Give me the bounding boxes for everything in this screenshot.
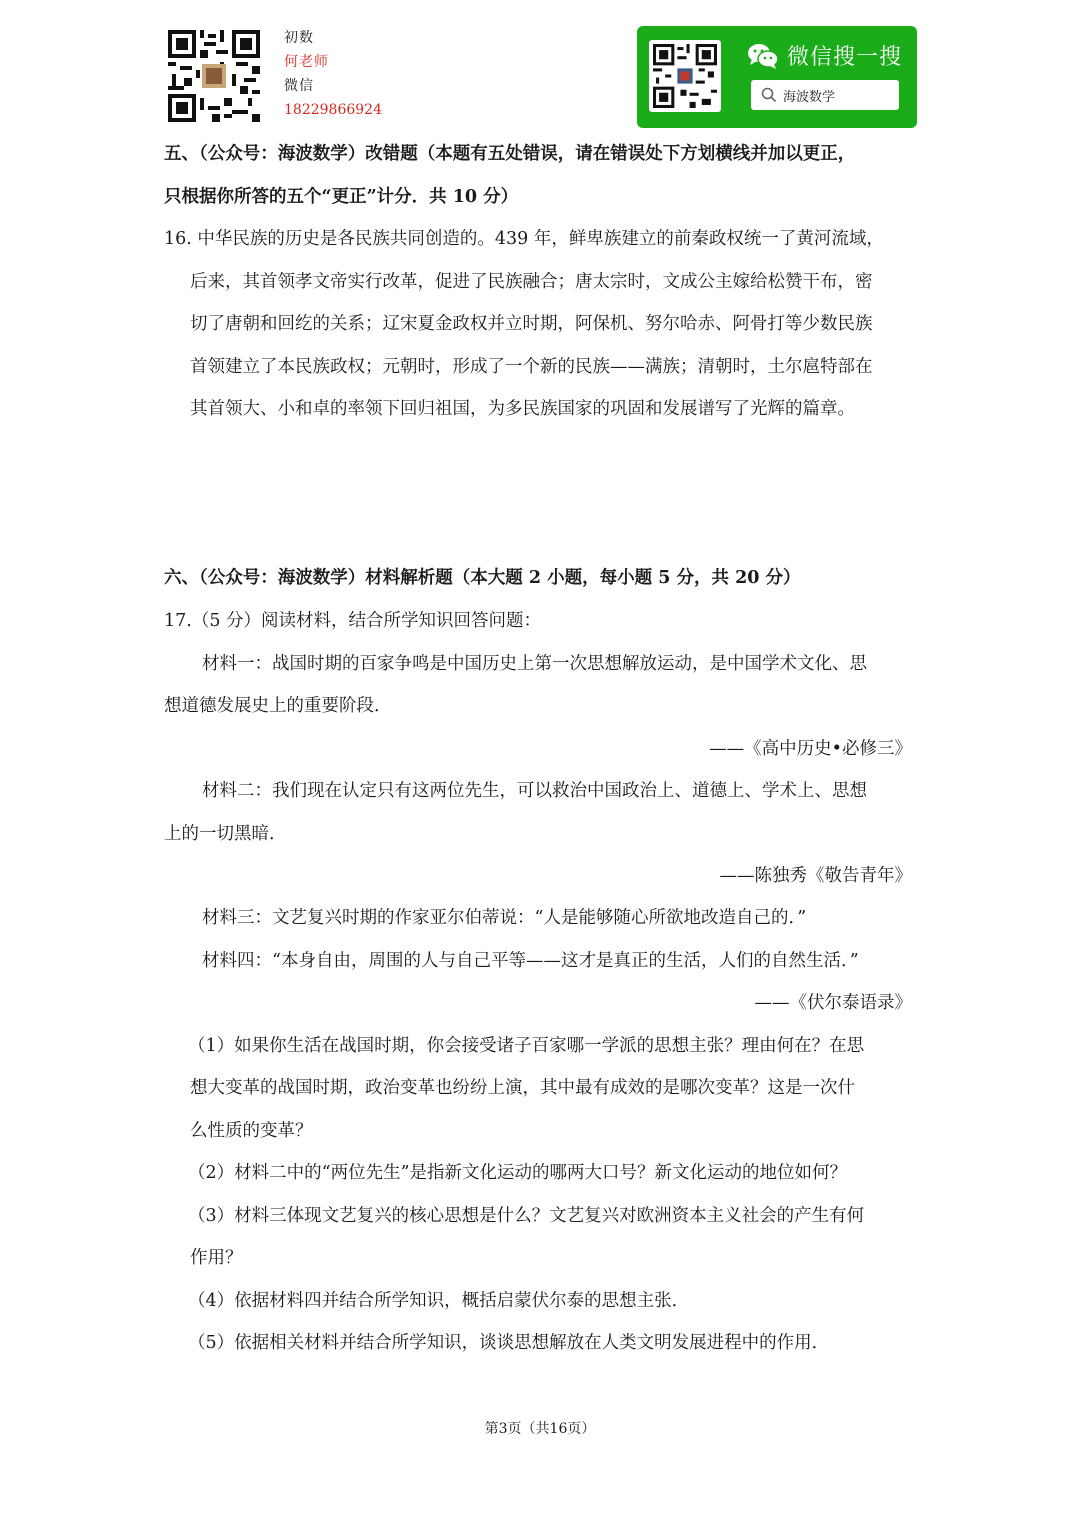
q16-line: 其首领大、小和卓的率领下回归祖国，为多民族国家的巩固和发展谱写了光辉的篇章。 [190,399,855,419]
q16-line: 首领建立了本民族政权；元朝时，形成了一个新的民族——满族；清朝时，土尔扈特部在 [190,357,873,377]
wechat-search-banner[interactable] [637,26,917,128]
question4: （4）依据材料四并结合所学知识，概括启蒙伏尔泰的思想主张． [188,1291,690,1311]
section6-title: 六、（公众号：海波数学）材料解析题（本大题 2 小题，每小题 5 分，共 20 分） [164,568,801,588]
wechat-search-text: 海波数学 [783,90,836,105]
contact-label: 初数 [284,30,314,46]
material3: 材料三：文艺复兴时期的作家亚尔伯蒂说：“人是能够随心所欲地改造自己的．” [202,908,807,928]
question2: （2）材料二中的“两位先生”是指新文化运动的哪两大口号？新文化运动的地位如何？ [188,1163,848,1183]
search-icon [761,87,777,103]
q17-intro: 17.（5 分）阅读材料，结合所学知识回答问题： [164,611,542,631]
wechat-search-title: 微信搜一搜 [787,45,903,70]
contact-phone: 18229866924 [284,102,382,118]
question1-line: 么性质的变革？ [190,1121,313,1141]
q16-line: 后来，其首领孝文帝实行改革，促进了民族融合；唐太宗时，文成公主嫁给松赞干布，密 [190,272,873,292]
question1-line: （1）如果你生活在战国时期，你会接受诸子百家哪一学派的思想主张？理由何在？在思 [188,1036,865,1056]
question1-line: 想大变革的战国时期，政治变革也纷纷上演，其中最有成效的是哪次变革？这是一次什 [190,1078,855,1098]
q16-line: 切了唐朝和回纥的关系；辽宋夏金政权并立时期，阿保机、努尔哈赤、阿骨打等少数民族 [190,314,873,334]
contact-qr-code [168,30,260,122]
q16-line: 16. 中华民族的历史是各民族共同创造的。439 年，鲜卑族建立的前秦政权统一了黄河流域， [164,229,884,249]
material1-line2: 想道德发展史上的重要阶段． [164,696,392,716]
material1-source: ——《高中历史•必修三》 [709,739,912,759]
wechat-search-box[interactable] [751,80,899,110]
material2-line1: 材料二：我们现在认定只有这两位先生，可以救治中国政治上、道德上、学术上、思想 [202,781,867,801]
material4-source: ——《伏尔泰语录》 [754,993,912,1013]
wechat-label: 微信 [284,78,314,94]
material2-line2: 上的一切黑暗． [164,824,287,844]
section5-title-line1: 五、（公众号：海波数学）改错题（本题有五处错误，请在错误处下方划横线并加以更正， [164,144,856,164]
page-number: 第3页（共16页） [484,1421,596,1437]
material4: 材料四：“本身自由，周围的人与自己平等——这才是真正的生活，人们的自然生活．” [202,951,859,971]
teacher-name: 何老师 [284,54,329,70]
question3-line: （3）材料三体现文艺复兴的核心思想是什么？文艺复兴对欧洲资本主义社会的产生有何 [188,1206,865,1226]
material1-line1: 材料一：战国时期的百家争鸣是中国历史上第一次思想解放运动，是中国学术文化、思 [202,654,867,674]
wechat-logo-icon [747,42,779,70]
question5: （5）依据相关材料并结合所学知识，谈谈思想解放在人类文明发展进程中的作用． [188,1333,830,1353]
question3-line: 作用？ [190,1248,243,1268]
section5-title-line2: 只根据你所答的五个“更正”计分．共 10 分） [164,187,519,207]
material2-source: ——陈独秀《敬告青年》 [719,866,912,886]
wechat-qr-code [649,40,721,112]
